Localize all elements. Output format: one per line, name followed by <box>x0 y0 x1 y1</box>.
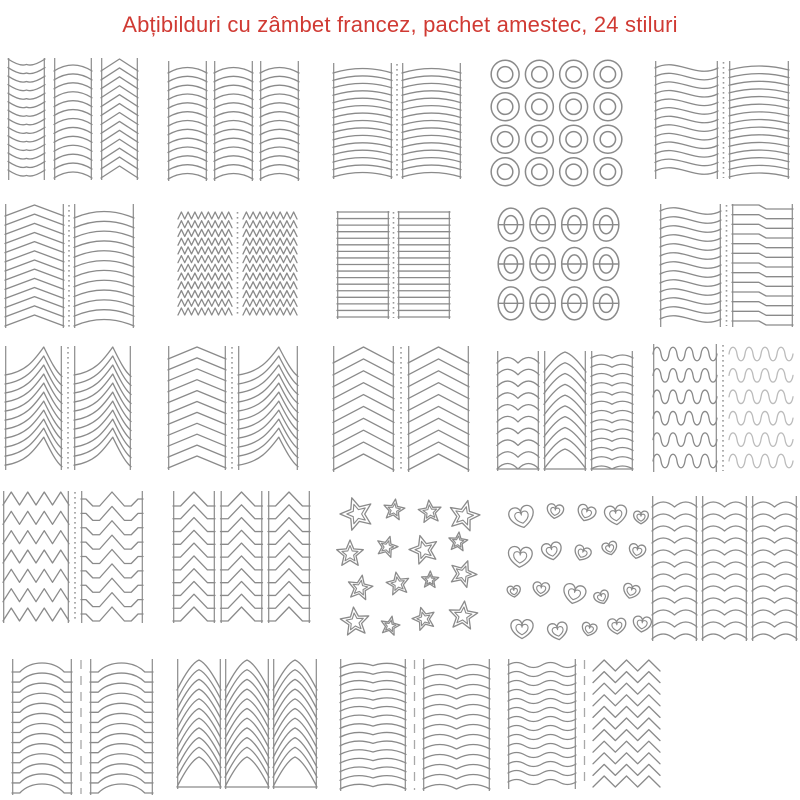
sheet-shallow-arches-two-columns <box>333 62 461 180</box>
sheet-dense-zigzag-columns <box>178 210 297 318</box>
product-title: Abțibilduri cu zâmbet francez, pachet amestec, 24 stiluri <box>122 12 678 37</box>
sheet-arch-strips <box>168 60 299 182</box>
sheet-stars-scatter <box>332 492 482 644</box>
sheet-curved-peak-columns <box>5 345 131 471</box>
sheet-chevron-and-curved-peak-columns <box>168 345 298 471</box>
sheet-scallop-tip-strips <box>497 350 633 472</box>
sheet-smile-arch-chevron-strips <box>8 57 138 181</box>
sheet-flat-chevron-strips <box>173 490 310 624</box>
sheet-circle-rings-grid <box>488 58 625 188</box>
sheet-wide-chevron-columns <box>333 345 469 473</box>
sheet-hearts-scatter <box>498 492 650 644</box>
sheet-horizontal-stripes-columns <box>337 210 450 320</box>
sheet-pointed-arch-strips <box>177 658 317 790</box>
sheet-oval-rings-grid <box>495 205 622 323</box>
sheet-bridge-arch-columns <box>12 658 153 796</box>
sheet-double-scallop-strips <box>652 495 797 642</box>
sheet-wave-and-zigzag-columns <box>508 658 660 790</box>
sheet-gull-and-scallop-columns <box>340 658 490 792</box>
sheet-zigzag-and-step-columns <box>3 490 143 624</box>
sheet-chevron-and-arch-columns <box>5 203 134 329</box>
sheet-wave-and-arch-columns <box>655 60 789 180</box>
sheet-squiggle-columns <box>653 343 793 473</box>
sheet-wave-and-step-columns <box>660 203 793 328</box>
